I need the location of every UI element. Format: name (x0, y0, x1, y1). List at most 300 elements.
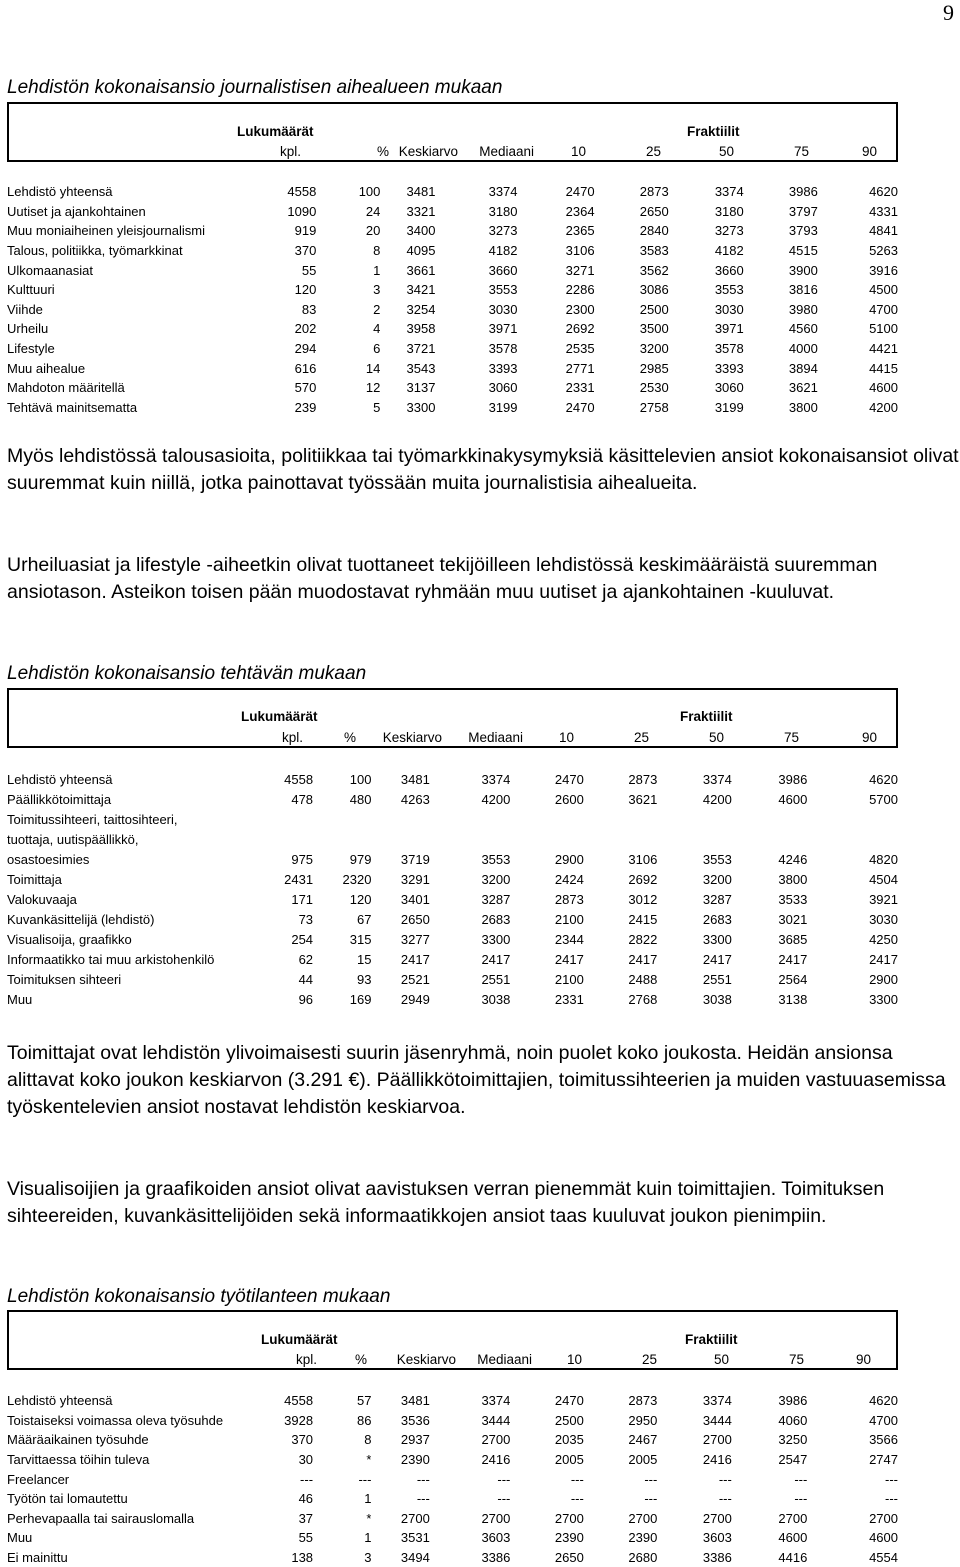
table-row (7, 1509, 898, 1529)
table-cell: 3374 (702, 771, 732, 787)
table-cell: 57 (356, 1393, 372, 1409)
header-column: 25 (633, 730, 649, 745)
table-row (7, 319, 898, 339)
row-label: Toimittaja (7, 871, 62, 887)
table-cell (807, 809, 898, 829)
header-column: Keskiarvo (382, 730, 442, 745)
table-cell: 3543 (406, 360, 436, 376)
table-cell: 100 (358, 184, 381, 200)
header-column: 50 (713, 1352, 729, 1367)
table-cell: 2873 (628, 771, 658, 787)
table-cell: 3719 (400, 851, 430, 867)
table-row (7, 300, 898, 320)
table-cell: 3500 (639, 321, 669, 337)
table-cell: 2900 (554, 851, 584, 867)
header-column: 50 (708, 730, 724, 745)
table-cell: 6 (373, 341, 381, 357)
table-cell: 3 (364, 1550, 372, 1566)
table-cell: 2100 (554, 911, 584, 927)
table-cell: 2692 (628, 871, 658, 887)
table-cell: 2331 (565, 380, 595, 396)
table-cell: 2700 (702, 1510, 732, 1526)
table-cell: 2900 (869, 971, 898, 987)
table-cell: 2551 (702, 971, 732, 987)
header-column: 75 (783, 730, 799, 745)
header-column: 90 (861, 144, 877, 159)
table-cell: 14 (365, 360, 381, 376)
table-cell (430, 809, 511, 829)
table-cell: 4700 (869, 1412, 898, 1428)
table-cell: 2005 (628, 1452, 658, 1468)
table-cell: 46 (298, 1491, 314, 1507)
header-column: 10 (570, 144, 586, 159)
table-cell: 4600 (778, 1530, 808, 1546)
table-cell: 100 (349, 771, 372, 787)
table-cell: 3603 (481, 1530, 511, 1546)
table-cell: 93 (356, 971, 372, 987)
table-cell: 12 (365, 380, 381, 396)
row-label: Tehtävä mainitsematta (7, 399, 138, 415)
table-cell: 3928 (284, 1412, 314, 1428)
table-cell (510, 829, 583, 849)
row-label: Valokuvaaja (7, 891, 77, 907)
table-cell: 15 (356, 951, 372, 967)
table-cell (657, 829, 732, 849)
table-cell: 120 (349, 891, 372, 907)
table-cell: 73 (298, 911, 314, 927)
table-cell: 3291 (400, 871, 430, 887)
table-cell: 2415 (628, 911, 658, 927)
table-cell: 3287 (702, 891, 732, 907)
table-cell: 3494 (400, 1550, 430, 1566)
table-row (7, 398, 898, 418)
header-column: Keskiarvo (398, 144, 458, 159)
row-label: Muu (7, 991, 33, 1007)
table-cell: --- (570, 1491, 584, 1507)
table-cell: 4200 (481, 791, 511, 807)
table-cell: * (366, 1510, 372, 1526)
table-cell: 3106 (565, 243, 595, 259)
table-row (7, 1528, 898, 1548)
table-cell: 4620 (869, 184, 898, 200)
table-row (7, 809, 898, 829)
table-body (7, 769, 898, 1009)
table-row (7, 280, 898, 300)
table-cell: 3444 (702, 1412, 732, 1428)
table-cell: 3583 (639, 243, 669, 259)
row-label: Urheilu (7, 321, 49, 337)
table-cell: 4416 (778, 1550, 808, 1566)
table-cell: 3030 (869, 911, 898, 927)
table-header-box (7, 1310, 898, 1370)
table-cell: 2417 (554, 951, 584, 967)
table-cell: 2700 (400, 1510, 430, 1526)
table-cell: 2100 (554, 971, 584, 987)
table-cell: 2564 (778, 971, 808, 987)
table-cell: 616 (294, 360, 317, 376)
table-cell: 3531 (400, 1530, 430, 1546)
table-row (7, 221, 898, 241)
table-cell: 4331 (869, 203, 898, 219)
table-cell (584, 809, 657, 829)
table-row (7, 182, 898, 202)
table-row (7, 949, 898, 969)
table-cell: 3038 (481, 991, 511, 1007)
table-employment (7, 1310, 898, 1565)
table-cell: 2535 (565, 341, 595, 357)
row-label: Määräaikainen työsuhde (7, 1432, 149, 1448)
table-cell: 3621 (628, 791, 658, 807)
header-column: % (354, 1352, 367, 1367)
table-cell: 3685 (778, 931, 808, 947)
table-cell: 86 (356, 1412, 372, 1428)
table-cell: 2873 (628, 1393, 658, 1409)
table-cell: 3721 (406, 341, 436, 357)
table-cell: 2840 (639, 223, 669, 239)
table-cell: --- (885, 1491, 898, 1507)
table-cell: 3012 (628, 891, 658, 907)
table-row (7, 989, 898, 1009)
table-cell: 120 (294, 282, 317, 298)
header-column: kpl. (279, 144, 301, 159)
paragraph: Myös lehdistössä talousasioita, politiikkaa tai työmarkkinakysymyksiä käsittelevien ansiot kokonaisansiot olivat suuremmat kuin niillä, jotka painottavat työssään muita journalistisia aihealueita. (7, 445, 959, 494)
row-label: Lehdistö yhteensä (7, 184, 113, 200)
table-row (7, 909, 898, 929)
table-cell: 55 (301, 262, 317, 278)
table-cell: 3137 (406, 380, 436, 396)
table-cell: 2416 (702, 1452, 732, 1468)
table-cell: 3086 (639, 282, 669, 298)
row-label: Päällikkötoimittaja (7, 791, 112, 807)
paragraph: Visualisoijien ja graafikoiden ansiot olivat aavistuksen verran pienemmät kuin toimittajien. Toimituksen sihteereiden, kuvankäsittelijöiden sekä informaatikkojen ansiot taas kuuluvat joukon pienimpiin. (7, 1178, 885, 1227)
table-cell: 37 (298, 1510, 314, 1526)
table-cell: 30 (298, 1452, 314, 1468)
table-cell: 4421 (869, 341, 898, 357)
table-row (7, 339, 898, 359)
table-cell: 171 (291, 891, 314, 907)
table-cell: 315 (349, 931, 372, 947)
table-cell: 3374 (481, 771, 511, 787)
table-cell: 3578 (714, 341, 744, 357)
table-cell: 3562 (639, 262, 669, 278)
page-number: 9 (943, 0, 954, 25)
table-cell: 2700 (702, 1432, 732, 1448)
table-cell (657, 809, 732, 829)
table-cell: 3621 (788, 380, 818, 396)
header-column: 50 (718, 144, 734, 159)
paragraph: Toimittajat ovat lehdistön ylivoimaisesti suurin jäsenryhmä, noin puolet koko joukosta. Heidän ansionsa alittavat koko joukon keskiarvon (3.291 €). Päällikkötoimittajien, toimitussihteerien ja muiden vastuuasemissa työskentelevien ansiot nostavat lehdistön keskiarvoa. (7, 1042, 946, 1118)
table-cell: 294 (294, 341, 317, 357)
table-cell: 3273 (488, 223, 518, 239)
table-cell: 2417 (869, 951, 898, 967)
table-cell: 2683 (702, 911, 732, 927)
table-cell: 3958 (406, 321, 436, 337)
table-row (7, 869, 898, 889)
table-cell: 4000 (788, 341, 818, 357)
table-cell: 3271 (565, 262, 595, 278)
table-cell: 2937 (400, 1432, 430, 1448)
table-cell: 3986 (778, 1393, 808, 1409)
table-cell: 4841 (869, 223, 898, 239)
header-column: Keskiarvo (396, 1352, 456, 1367)
table-row (7, 378, 898, 398)
table-cell: 480 (349, 791, 372, 807)
row-label: tuottaja, uutispäällikkö, (7, 831, 139, 847)
table-row (7, 789, 898, 809)
table-cell: 2700 (628, 1510, 658, 1526)
table-cell: 3553 (481, 851, 511, 867)
table-cell: 2344 (554, 931, 584, 947)
table-cell: 3800 (788, 399, 818, 415)
table-cell: 3900 (788, 262, 818, 278)
table-cell: 44 (298, 971, 314, 987)
table-cell: --- (570, 1471, 584, 1487)
table-cell: 4200 (869, 399, 898, 415)
table-cell: 4558 (287, 184, 317, 200)
table-cell: 2424 (554, 871, 584, 887)
table-cell: 3444 (481, 1412, 511, 1428)
table-cell: --- (718, 1491, 732, 1507)
table-cell: 4558 (284, 1393, 314, 1409)
table-cell: 2488 (628, 971, 658, 987)
table-row (7, 241, 898, 261)
table-cell: 2680 (628, 1550, 658, 1566)
table-cell: 3374 (481, 1393, 511, 1409)
table-row (7, 1411, 898, 1431)
table-cell: 2747 (869, 1452, 898, 1468)
table-cell: 3971 (714, 321, 744, 337)
row-label: Lifestyle (7, 341, 55, 357)
table-cell: 3916 (869, 262, 898, 278)
table-cell: --- (300, 1471, 314, 1487)
table-cell: 2417 (400, 951, 430, 967)
table-cell: 2300 (565, 301, 595, 317)
table-cell: 20 (365, 223, 381, 239)
table-cell (371, 809, 429, 829)
table-row (7, 889, 898, 909)
header-column: 75 (793, 144, 809, 159)
table-cell: 24 (365, 203, 381, 219)
table-cell: 3300 (869, 991, 898, 1007)
table-cell (313, 829, 371, 849)
table-cell: --- (644, 1491, 658, 1507)
table-cell: 62 (298, 951, 314, 967)
row-label: Työtön tai lomautettu (7, 1491, 128, 1507)
table-row (7, 1548, 898, 1567)
table-cell (732, 829, 808, 849)
header-group-counts: Lukumäärät (241, 709, 318, 724)
table-cell (732, 809, 808, 829)
header-column: 75 (788, 1352, 804, 1367)
table-cell: 3199 (714, 399, 744, 415)
table-cell: 2390 (400, 1452, 430, 1468)
table-cell: 3797 (788, 203, 818, 219)
row-label: Kuvankäsittelijä (lehdistö) (7, 911, 155, 927)
table-cell: 2768 (628, 991, 658, 1007)
table-cell: 5 (373, 399, 381, 415)
table-cell: 2470 (554, 771, 584, 787)
table-cell: 4558 (284, 771, 314, 787)
table-cell: 2521 (400, 971, 430, 987)
table-cell: 2035 (554, 1432, 584, 1448)
table-cell: 3287 (481, 891, 511, 907)
section-title-employment: Lehdistön kokonaisansio työtilanteen mukaan (7, 1286, 391, 1307)
table-cell: 3254 (406, 301, 436, 317)
table-cell: 3661 (406, 262, 436, 278)
header-group-fractiles: Fraktiilit (685, 1332, 738, 1347)
table-cell: 4263 (400, 791, 430, 807)
table-row (7, 1391, 898, 1411)
row-label: Freelancer (7, 1471, 70, 1487)
table-cell: 2650 (639, 203, 669, 219)
header-group-counts: Lukumäärät (237, 124, 314, 139)
table-cell: 3374 (488, 184, 518, 200)
table-cell: 2600 (554, 791, 584, 807)
table-cell: 2417 (481, 951, 511, 967)
table-cell: 3200 (702, 871, 732, 887)
table-cell: 2364 (565, 203, 595, 219)
table-cell: 975 (291, 851, 314, 867)
table-cell: 3321 (406, 203, 436, 219)
table-cell: 3401 (400, 891, 430, 907)
table-cell: 4 (373, 321, 381, 337)
row-label: Muu moniaiheinen yleisjournalismi (7, 223, 205, 239)
table-cell: 2771 (565, 360, 595, 376)
table-cell: 4246 (778, 851, 808, 867)
table-cell: 3660 (488, 262, 518, 278)
table-cell: 3921 (869, 891, 898, 907)
header-column: 90 (861, 730, 877, 745)
table-cell: 3481 (406, 184, 436, 200)
table-cell: 2417 (628, 951, 658, 967)
table-cell: 2551 (481, 971, 511, 987)
table-cell: 3374 (702, 1393, 732, 1409)
table-cell: 2650 (554, 1550, 584, 1566)
header-group-fractiles: Fraktiilit (680, 709, 733, 724)
table-cell: 67 (356, 911, 372, 927)
table-cell: 919 (294, 223, 317, 239)
section-title-topic: Lehdistön kokonaisansio journalistisen aihealueen mukaan (7, 77, 503, 98)
table-cell: 3138 (778, 991, 808, 1007)
table-cell: --- (644, 1471, 658, 1487)
table-cell: 2470 (565, 184, 595, 200)
table-cell: 2530 (639, 380, 669, 396)
table-cell: 3273 (714, 223, 744, 239)
header-group-fractiles: Fraktiilit (687, 124, 740, 139)
table-cell: 2286 (565, 282, 595, 298)
header-column: % (343, 730, 356, 745)
table-cell (313, 809, 371, 829)
table-cell: 4554 (869, 1550, 898, 1566)
table-cell: 4820 (869, 851, 898, 867)
table-body (7, 182, 898, 417)
table-cell: 3386 (481, 1550, 511, 1566)
table-cell: 3603 (702, 1530, 732, 1546)
table-cell: 8 (364, 1432, 372, 1448)
header-column: Mediaani (479, 144, 534, 159)
table-cell: 3986 (788, 184, 818, 200)
table-cell: 4600 (869, 380, 898, 396)
table-cell: 169 (349, 991, 372, 1007)
table-cell: 3060 (488, 380, 518, 396)
row-label: osastoesimies (7, 851, 90, 867)
row-label: Ulkomaanasiat (7, 262, 93, 278)
table-cell: 2500 (554, 1412, 584, 1428)
table-cell: --- (885, 1471, 898, 1487)
row-label: Informaatikko tai muu arkistohenkilö (7, 951, 215, 967)
table-cell: 3393 (714, 360, 744, 376)
table-cell: --- (416, 1491, 430, 1507)
table-cell: --- (794, 1491, 808, 1507)
row-label: Ei mainittu (7, 1550, 68, 1566)
table-cell: * (366, 1452, 372, 1468)
row-label: Toimitussihteeri, taittosihteeri, (7, 811, 178, 827)
table-cell: 3553 (702, 851, 732, 867)
table-cell (259, 809, 313, 829)
table-cell: 4504 (869, 871, 898, 887)
table-cell: 3894 (788, 360, 818, 376)
table-cell: 4182 (714, 243, 744, 259)
table-cell: 4200 (702, 791, 732, 807)
table-cell: 3481 (400, 771, 430, 787)
table-header-box (7, 688, 898, 748)
table-cell: 3300 (481, 931, 511, 947)
table-body (7, 1391, 898, 1567)
table-cell: 2700 (481, 1432, 511, 1448)
table-cell: 3277 (400, 931, 430, 947)
table-cell: 2950 (628, 1412, 658, 1428)
table-cell: --- (794, 1471, 808, 1487)
table-cell: 3250 (778, 1432, 808, 1448)
table-cell: 2683 (481, 911, 511, 927)
row-label: Mahdoton määritellä (7, 380, 125, 396)
table-cell: 2320 (342, 871, 372, 887)
table-cell (430, 829, 511, 849)
table-cell: 5263 (869, 243, 898, 259)
table-row (7, 358, 898, 378)
table-row (7, 1430, 898, 1450)
table-cell: 3481 (400, 1393, 430, 1409)
table-cell: --- (416, 1471, 430, 1487)
table-cell: 3060 (714, 380, 744, 396)
table-cell: 2467 (628, 1432, 658, 1448)
table-cell (259, 829, 313, 849)
header-column: Mediaani (477, 1352, 532, 1367)
table-cell: 2822 (628, 931, 658, 947)
table-cell: 3800 (778, 871, 808, 887)
table-cell: 4250 (869, 931, 898, 947)
table-cell: 2416 (481, 1452, 511, 1468)
table-cell: 2873 (554, 891, 584, 907)
table-cell: 570 (294, 380, 317, 396)
table-cell: 4095 (406, 243, 436, 259)
table-row (7, 260, 898, 280)
table-cell: 3030 (488, 301, 518, 317)
row-label: Perhevapaalla tai sairauslomalla (7, 1510, 195, 1526)
row-label: Muu aihealue (7, 360, 86, 376)
header-column: kpl. (281, 730, 303, 745)
row-label: Viihde (7, 301, 43, 317)
header-group-counts: Lukumäärät (261, 1332, 338, 1347)
table-cell: 3180 (488, 203, 518, 219)
table-cell: 3660 (714, 262, 744, 278)
table-topic (7, 102, 898, 417)
header-column: 25 (641, 1352, 657, 1367)
table-cell: 2985 (639, 360, 669, 376)
table-cell: 3 (373, 282, 381, 298)
table-cell: 3180 (714, 203, 744, 219)
table-cell: 3816 (788, 282, 818, 298)
